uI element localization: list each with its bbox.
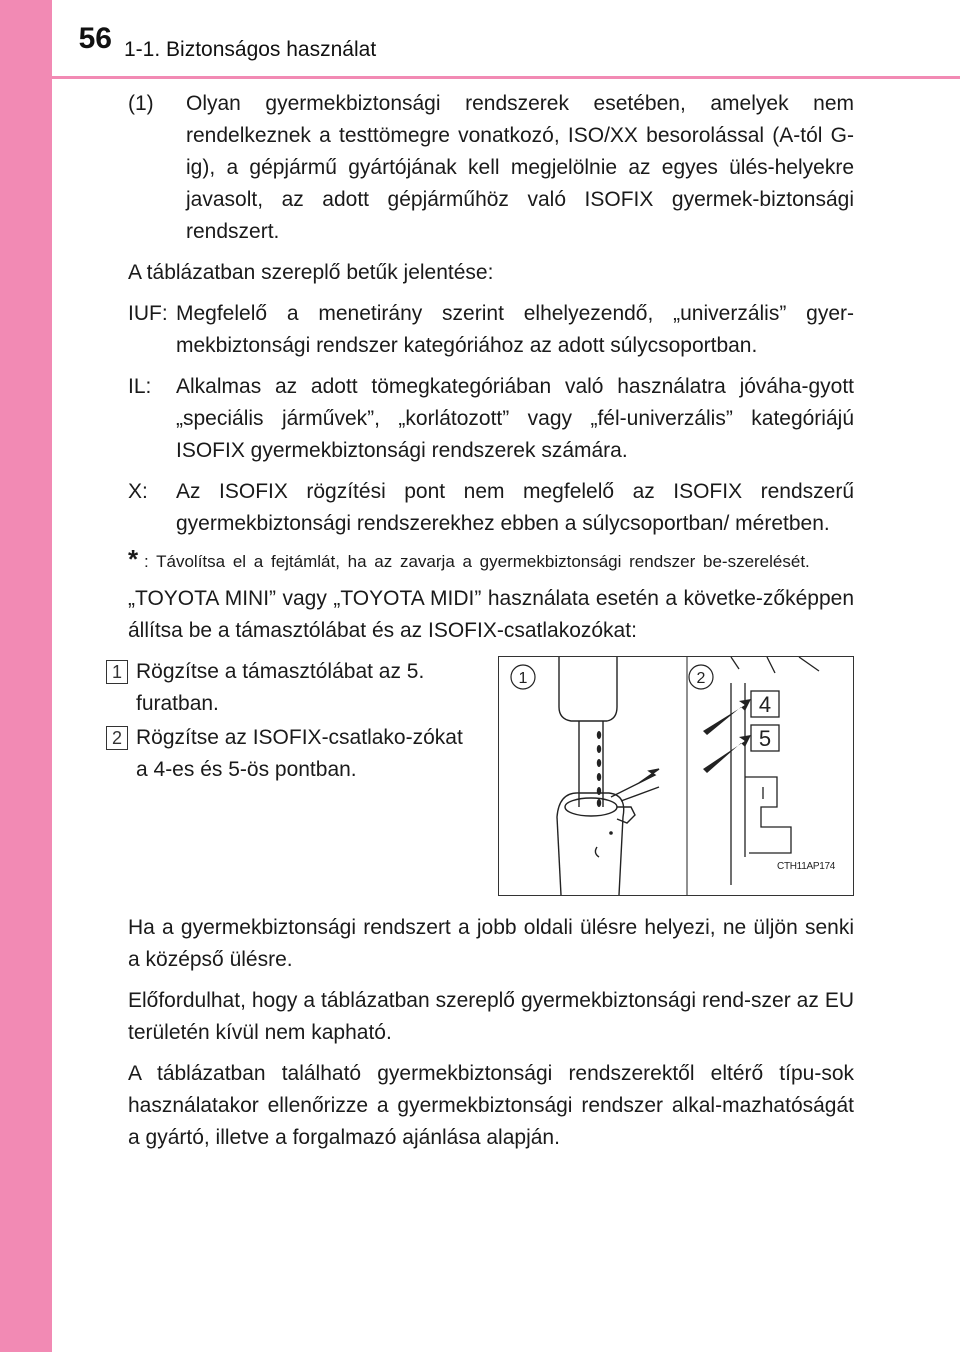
legend-text: Megfelelő a menetirány szerint elhelyezendő, „univerzális” gyer-mekbiztonsági rendszer kategóriához az adott súlycsoportban.	[176, 302, 854, 357]
legend-label: IUF:	[128, 302, 168, 325]
steps-and-figure	[111, 656, 854, 906]
isofix-illustration	[498, 656, 854, 896]
legend-text: Alkalmas az adott tömegkategóriában való használatra jóváha-gyott „speciális járművek”, „korlátozott” vagy „fél-univerzális” kategóriájú ISOFIX gyermekbiztonsági rendszerek számára.	[176, 375, 854, 462]
callout-1: 1	[518, 670, 528, 687]
note-text: Olyan gyermekbiztonsági rendszerek esetében, amelyek nem rendelkeznek a testtömegre vonatkozó, ISO/XX besorolással (A-tól G-ig), a gépjármű gyártójának kell megjelölnie az egyes ülés-helyekre javasolt, az adott gépjárműhöz való ISOFIX gyermek-biztonsági rendszert.	[186, 92, 854, 243]
legend-label: X:	[128, 480, 148, 503]
step-text: Rögzítse az ISOFIX-csatlako-zókat a 4-es és 5-ös pontban.	[136, 726, 463, 781]
section-title: 1-1. Biztonságos használat	[124, 38, 377, 61]
legend-item-x	[128, 476, 854, 540]
slot-label-lower: 5	[758, 726, 772, 751]
footnote-text: : Távolítsa el a fejtámlát, ha az zavarja a gyermekbiztonsági rendszer be-szerelését.	[144, 552, 810, 571]
toyota-intro: „TOYOTA MINI” vagy „TOYOTA MIDI” használata esetén a követke-zőképpen állítsa be a támasztólábat és az ISOFIX-csatlakozókat:	[128, 587, 854, 642]
paragraph: A táblázatban található gyermekbiztonsági rendszerektől eltérő típu-sok használatakor ellenőrizze a gyermekbiztonsági rendszer alkal-mazhatóságát a gyártó, illetve a forgalmazó ajánlása alapján.	[128, 1062, 854, 1149]
legend-item-iuf	[128, 298, 854, 362]
paragraph: Előfordulhat, hogy a táblázatban szereplő gyermekbiztonsági rend-szer az EU területén kívül nem kapható.	[128, 989, 854, 1044]
legend-item-il	[128, 371, 854, 467]
legend-intro: A táblázatban szereplő betűk jelentése:	[128, 261, 494, 284]
header-divider	[52, 76, 960, 79]
footnote-mark: *	[128, 544, 139, 574]
footnote	[128, 544, 854, 575]
callout-2: 2	[696, 670, 706, 687]
step-2	[106, 722, 466, 786]
slot-label-upper: 4	[758, 692, 772, 717]
step-text: Rögzítse a támasztólábat az 5. furatban.	[136, 660, 425, 715]
side-tab-bar	[0, 0, 52, 1352]
paragraph: Ha a gyermekbiztonsági rendszert a jobb oldali ülésre helyezi, ne üljön senki a középső ülésre.	[128, 916, 854, 971]
legend-text: Az ISOFIX rögzítési pont nem megfelelő az ISOFIX rendszerű gyermekbiztonsági rendszerekhez ebben a súlycsoportban/ méretben.	[176, 480, 854, 535]
legend-label: IL:	[128, 375, 152, 398]
step-number: 1	[106, 660, 128, 684]
figure-code: CTH11AP174	[777, 861, 835, 872]
step-number: 2	[106, 726, 128, 750]
page-number: 56	[78, 22, 112, 55]
page-content	[111, 88, 854, 1163]
numbered-note-1	[128, 88, 854, 248]
step-1	[106, 656, 466, 720]
note-label: (1)	[128, 92, 154, 115]
